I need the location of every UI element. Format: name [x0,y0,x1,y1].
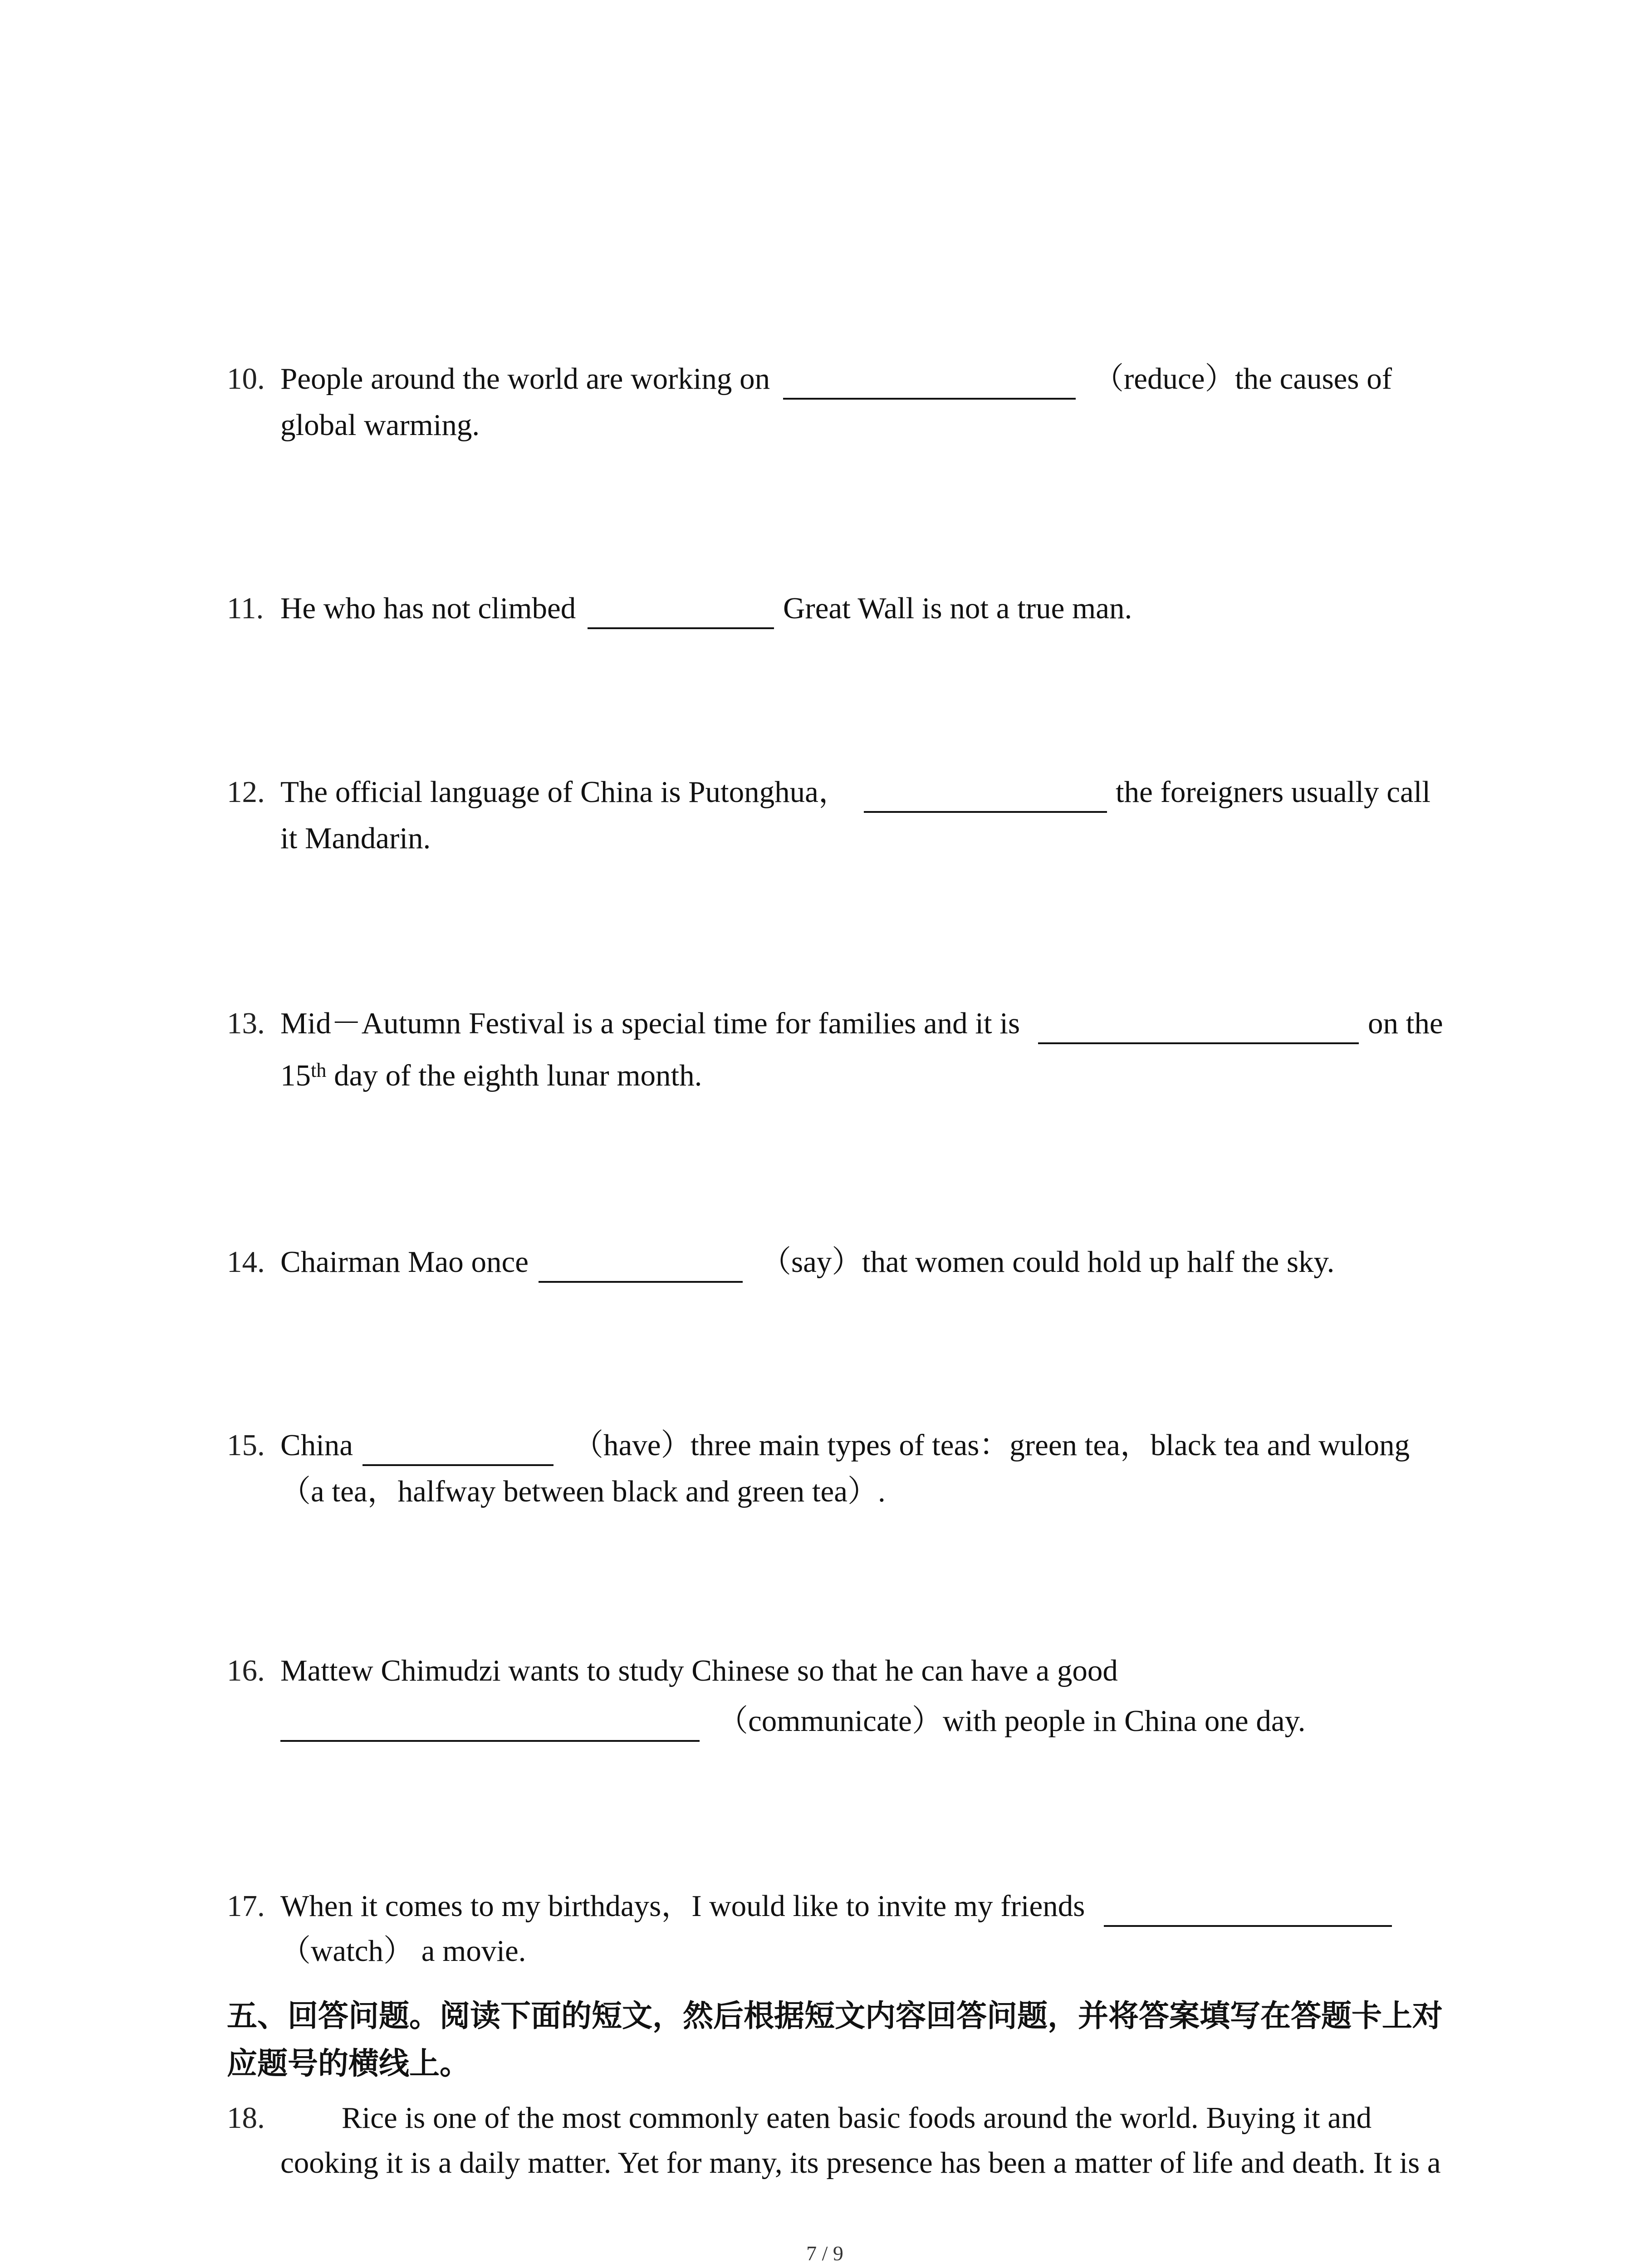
question-text: The official language of China is Putonghua， [280,775,849,809]
day-number: 15 [280,1059,311,1092]
question-number: 15. [227,1428,265,1462]
question-text: Mattew Chimudzi wants to study Chinese so that he can have a good [280,1654,1118,1687]
answer-blank [539,1281,743,1283]
question-text: the foreigners usually call [1116,775,1430,809]
question-number: 16. [227,1654,265,1687]
question-text-continued: （a tea，halfway between black and green tea）. [280,1475,886,1508]
word-hint: （have） [573,1428,691,1462]
answer-blank [783,398,1076,400]
answer-blank [362,1464,554,1466]
section-heading-line: 应题号的横线上。 [227,2047,470,2081]
question-text: Great Wall is not a true man. [783,591,1132,625]
question-number: 18. [227,2101,265,2135]
question-number: 11. [227,591,264,625]
question-text: When it comes to my birthdays，I would like to invite my friends [280,1889,1085,1923]
question-text-continued: with people in China one day. [943,1704,1306,1738]
question-text-continued: （watch） a movie. [280,1934,526,1968]
question-text: that women could hold up half the sky. [862,1245,1335,1279]
question-text: three main types of teas：green tea，black tea and wulong [691,1428,1410,1462]
question-text: China [280,1428,353,1462]
ordinal-suffix: th [311,1059,327,1082]
question-text-continued [280,1061,702,1094]
question-text: People around the world are working on [280,362,770,396]
question-text: Chairman Mao once [280,1245,529,1279]
question-number: 13. [227,1007,265,1040]
question-text: the causes of [1235,362,1392,396]
question-number: 17. [227,1889,265,1923]
question-number: 12. [227,775,265,809]
answer-blank [280,1740,700,1742]
passage-line: cooking it is a daily matter. Yet for many, its presence has been a matter of life and death. It is a [280,2146,1441,2180]
word-hint: （say） [761,1245,862,1279]
question-number: 10. [227,362,265,396]
answer-blank [864,811,1107,813]
answer-blank [1104,1925,1392,1927]
answer-blank [1038,1042,1359,1044]
question-number: 14. [227,1245,265,1279]
question-text: on the [1368,1007,1443,1040]
word-hint: （reduce） [1093,362,1235,396]
page-number: 7 / 9 [806,2242,843,2265]
passage-line: Rice is one of the most commonly eaten basic foods around the world. Buying it and [342,2101,1372,2135]
question-text: He who has not climbed [280,591,576,625]
question-text-continued: global warming. [280,408,480,442]
question-text: Mid－Autumn Festival is a special time for families and it is [280,1007,1020,1040]
question-text-continued: it Mandarin. [280,821,431,855]
question-text-rest: day of the eighth lunar month. [334,1059,702,1092]
word-hint: （communicate） [718,1704,942,1738]
answer-blank [588,627,774,629]
section-heading-line: 五、回答问题。阅读下面的短文，然后根据短文内容回答问题，并将答案填写在答题卡上对 [227,1999,1443,2033]
